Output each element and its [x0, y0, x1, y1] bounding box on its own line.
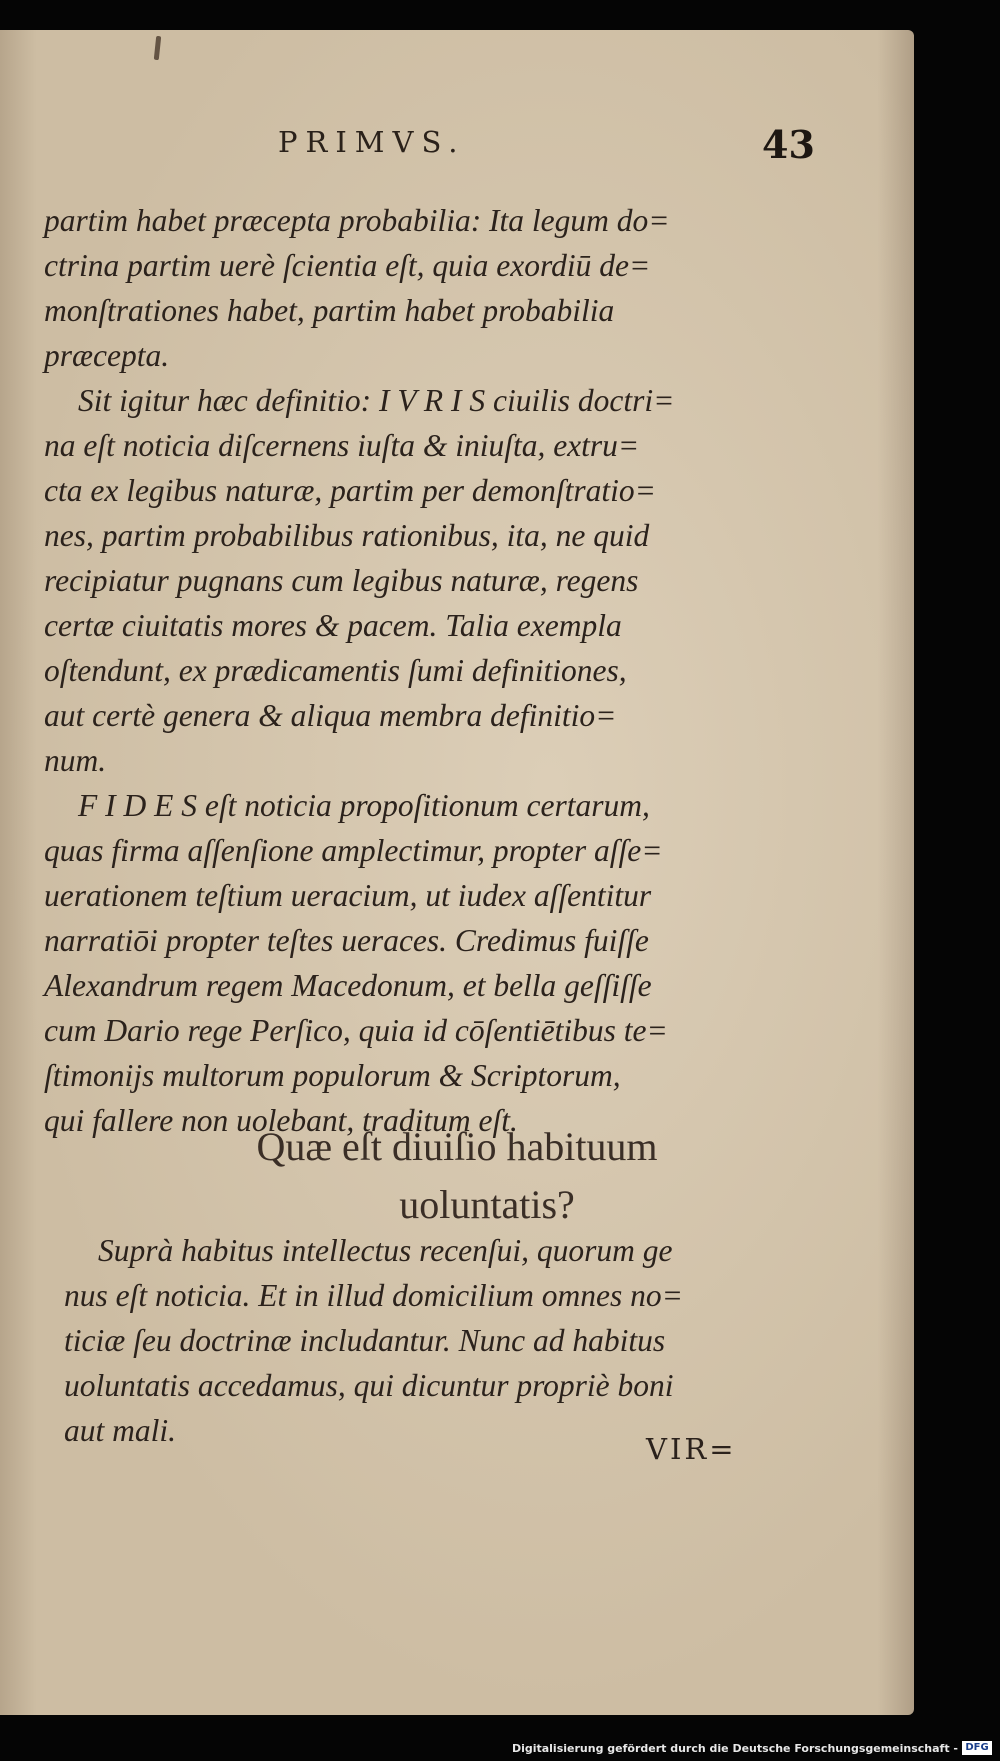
digitization-credit: Digitalisierung gefördert durch die Deutsche Forschungsgemeinschaft - — [511, 1742, 958, 1755]
text-line: uoluntatis accedamus, qui dicuntur propriè boni — [64, 1368, 674, 1403]
text-line: na eſt noticia diſcernens iuſta & iniuſta, extru= — [44, 428, 640, 463]
text-line: uerationem teſtium ueracium, ut iudex aſſentitur — [44, 878, 652, 913]
text-line: certæ ciuitatis mores & pacem. Talia exempla — [44, 608, 622, 643]
text-line: ticiæ ſeu doctrinæ includantur. Nunc ad habitus — [64, 1323, 666, 1358]
dfg-logo: DFG — [962, 1741, 992, 1755]
ink-mark — [154, 36, 161, 60]
book-page — [0, 30, 914, 1715]
text-line: nus eſt noticia. Et in illud domicilium omnes no= — [64, 1278, 683, 1313]
text-line: oſtendunt, ex prædicamentis ſumi definitiones, — [44, 653, 627, 688]
text-line: Suprà habitus intellectus recenſui, quorum ge — [98, 1233, 673, 1268]
text-line: recipiatur pugnans cum legibus naturæ, regens — [44, 563, 639, 598]
main-text — [44, 198, 744, 1143]
text-line: ctrina partim uerè ſcientia eſt, quia exordiū de= — [44, 248, 651, 283]
text-line: num. — [44, 743, 107, 778]
text-line: Alexandrum regem Macedonum, et bella geſſiſſe — [44, 968, 652, 1003]
text-line: F I D E S eſt noticia propoſitionum certarum, — [78, 788, 650, 823]
running-head: PRIMVS. — [278, 125, 466, 159]
heading-line: uoluntatis? — [399, 1182, 575, 1227]
heading-line: Quæ eſt diuiſio habituum — [256, 1124, 658, 1169]
text-line: Sit igitur hæc definitio: I V R I S ciuilis doctri= — [78, 383, 675, 418]
text-line: cta ex legibus naturæ, partim per demonſtratio= — [44, 473, 656, 508]
text-line: qui fallere non uolebant, traditum eſt. — [44, 1103, 518, 1138]
text-line: aut mali. — [64, 1413, 177, 1448]
text-line: partim habet præcepta probabilia: Ita legum do= — [44, 203, 670, 238]
text-line: narratiōi propter teſtes ueraces. Credimus fuiſſe — [44, 923, 649, 958]
section-text — [64, 1228, 764, 1453]
text-line: præcepta. — [44, 338, 170, 373]
section-heading — [0, 1118, 914, 1234]
page-number: 43 — [762, 122, 815, 167]
text-line: cum Dario rege Perſico, quia id cōſentiētibus te= — [44, 1013, 668, 1048]
text-line: aut certè genera & aliqua membra definitio= — [44, 698, 617, 733]
text-line: nes, partim probabilibus rationibus, ita, ne quid — [44, 518, 650, 553]
text-line: ſtimonijs multorum populorum & Scriptorum, — [44, 1058, 621, 1093]
catchword: VIR= — [646, 1432, 737, 1466]
text-line: quas firma aſſenſione amplectimur, propter aſſe= — [44, 833, 663, 868]
text-line: monſtrationes habet, partim habet probabilia — [44, 293, 615, 328]
